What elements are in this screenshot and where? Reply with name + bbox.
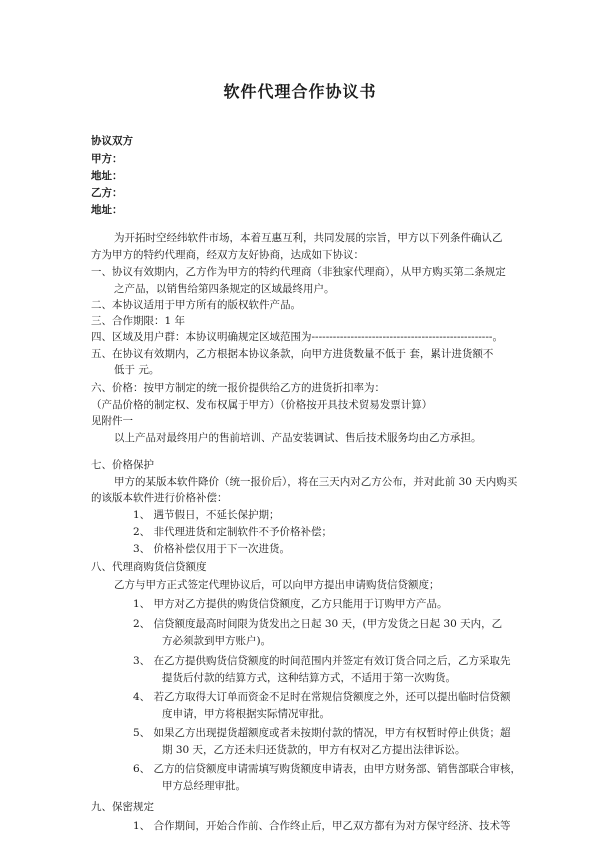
list-item-continuation: 提货后付款的结算方式，这种结算方式，不适用于第一次购货。 — [162, 672, 456, 684]
list-item: 1、 遇节假日，不延长保护期； — [133, 509, 280, 521]
list-item: 3、 在乙方提供购货信贷额度的时间范围内并签定有效订货合同之后，乙方采取先 — [133, 655, 511, 667]
body-line: 一、协议有效期内，乙方作为甲方的特约代理商（非独家代理商），从甲方购买第二条规定 — [91, 266, 506, 278]
section-heading: 七、价格保护 — [91, 459, 154, 471]
list-item: 3、 价格补偿仅用于下一次进货。 — [133, 543, 291, 555]
list-item-continuation: 期 30 天，乙方还未归还货款的，甲方有权对乙方提出法律诉讼。 — [162, 744, 466, 756]
body-line: 低于 元。 — [114, 364, 160, 376]
body-line: 三、合作期限：1 年 — [91, 315, 186, 327]
list-item: 1、 合作期间，开始合作前、合作终止后，甲乙双方都有为对方保守经济、技术等 — [133, 820, 511, 832]
body-line: 方为甲方的特约代理商，经双方友好协商，达成如下协议： — [91, 249, 364, 261]
section-heading: 八、代理商购货信贷额度 — [91, 561, 207, 573]
party-b-label: 乙方： — [91, 187, 123, 199]
parties-heading: 协议双方 — [91, 135, 133, 147]
list-item: 4、 若乙方取得大订单而资金不足时在常规信贷额度之外，还可以提出临时信贷额 — [133, 691, 511, 703]
list-item-continuation: 甲方总经理审批。 — [162, 780, 246, 792]
party-a-address-label: 地址： — [91, 170, 123, 182]
body-line: 的该版本软件进行价格补偿： — [91, 492, 228, 504]
list-item: 2、 非代理进货和定制软件不予价格补偿； — [133, 526, 333, 538]
body-line: 二、本协议适用于甲方所有的版权软件产品。 — [91, 299, 301, 311]
list-item-continuation: 度申请，甲方将根据实际情况审批。 — [162, 708, 330, 720]
body-line: 乙方与甲方正式签定代理协议后，可以向甲方提出申请购货信贷额度； — [114, 579, 440, 591]
body-line: 六、价格：按甲方制定的统一报价提供给乙方的进货折扣率为： — [91, 382, 385, 394]
body-line: 四、区域及用户群：本协议明确规定区域范围为---------------------------------------------------。 — [91, 331, 503, 343]
body-line: 为开拓时空经纬软件市场，本着互惠互利，共同发展的宗旨，甲方以下列条件确认乙 — [114, 232, 503, 244]
body-line: 之产品，以销售给第四条规定的区域最终用户。 — [114, 283, 335, 295]
body-line: （产品价格的制定权、发布权属于甲方）（价格按开具技术贸易发票计算） — [91, 399, 433, 411]
party-b-address-label: 地址： — [91, 204, 123, 216]
list-item-continuation: 方必须款到甲方账户)。 — [162, 635, 272, 647]
list-item: 5、 如果乙方出现提货超额度或者未按期付款的情况，甲方有权暂时停止供货；超 — [133, 727, 511, 739]
list-item: 2、 信贷额度最高时间限为货发出之日起 30 天，(甲方发货之日起 30 天内，乙 — [133, 618, 503, 630]
body-line: 五、在协议有效期内，乙方根据本协议条款，向甲方进货数量不低于 套，累计进货额不 — [91, 348, 494, 360]
section-heading: 九、保密规定 — [91, 801, 154, 813]
document-title: 软件代理合作协议书 — [223, 82, 377, 101]
list-item: 6、 乙方的信贷额度申请需填写购货额度申请表，由甲方财务部、销售部联合审核， — [133, 763, 522, 775]
party-a-label: 甲方： — [91, 153, 123, 165]
list-item: 1、 甲方对乙方提供的购货信贷额度，乙方只能用于订购甲方产品。 — [133, 598, 448, 610]
body-line: 见附件一 — [91, 415, 133, 427]
body-line: 甲方的某版本软件降价（统一报价后），将在三天内对乙方公布，并对此前 30 天内购买 — [114, 476, 518, 488]
body-line: 以上产品对最终用户的售前培训、产品安装调试、售后技术服务均由乙方承担。 — [114, 432, 482, 444]
